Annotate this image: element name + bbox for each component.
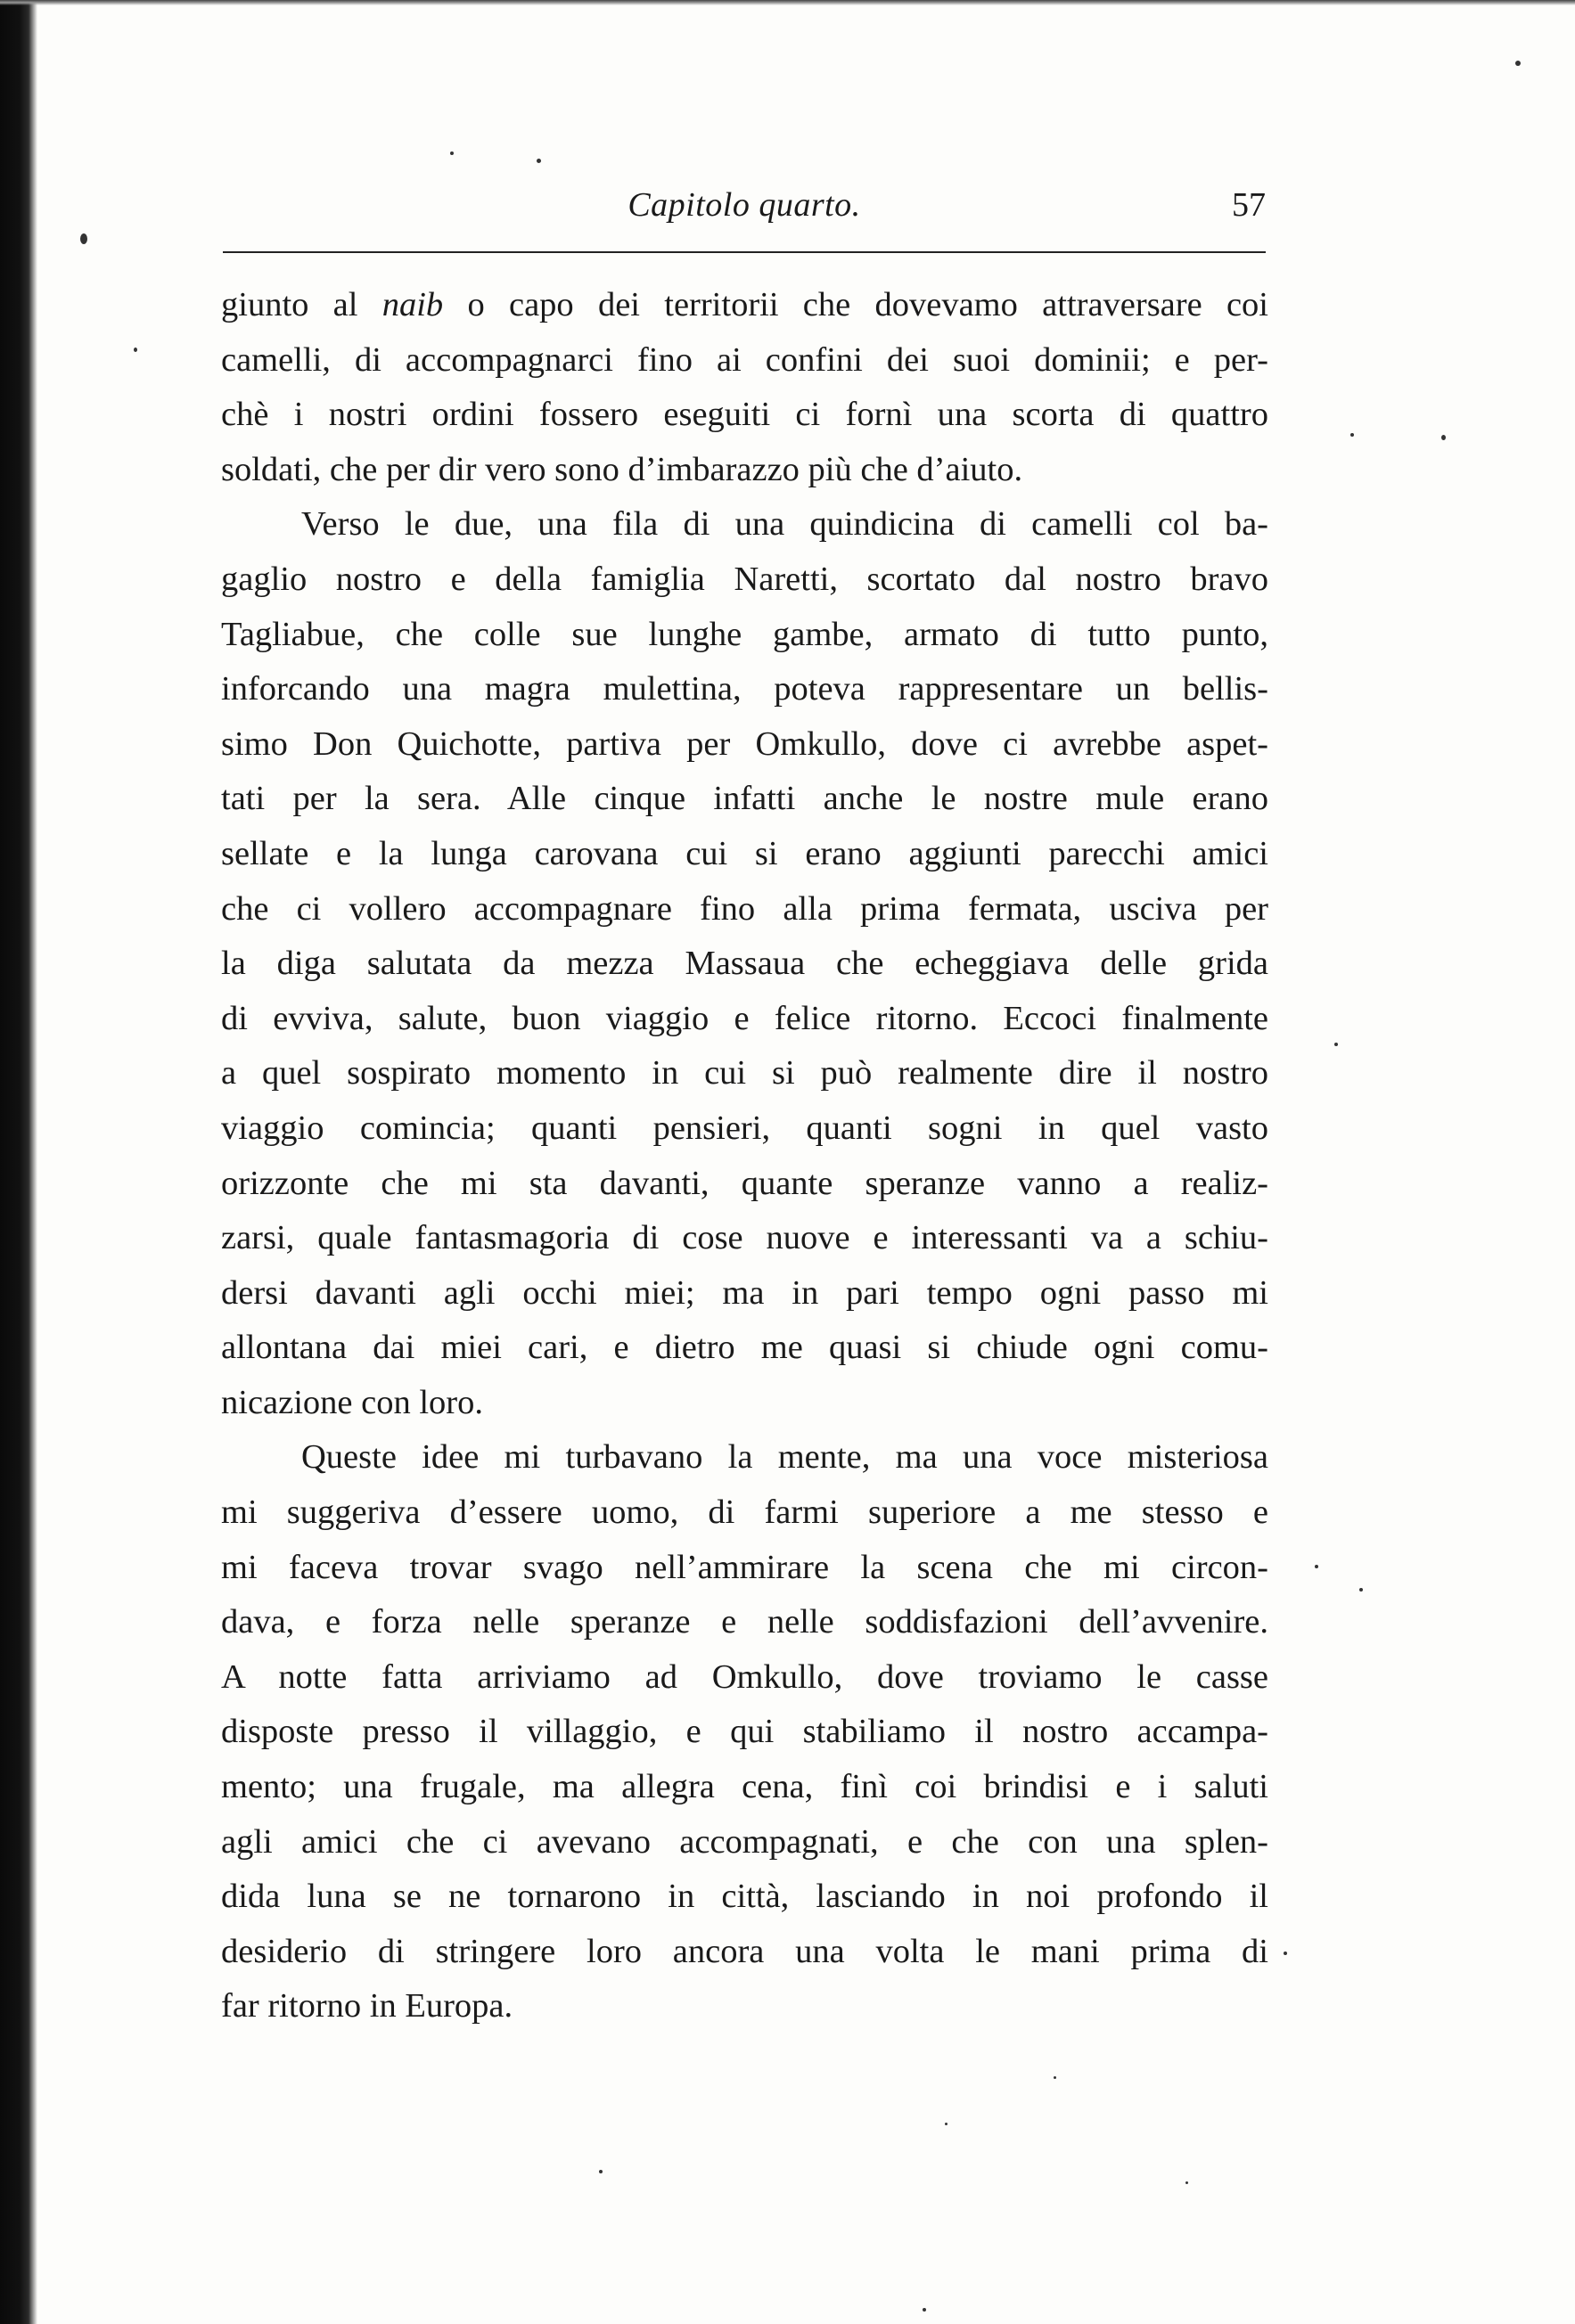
text-line — [221, 1979, 1268, 2034]
text-line — [221, 882, 1268, 937]
text-run: che ci vollero accompagnare fino alla prima fermata, usciva per — [221, 889, 1268, 928]
page-number: 57 — [1232, 186, 1266, 224]
text-run: soldati, che per dir vero sono d’imbarazzo più che d’aiuto. — [221, 450, 1023, 488]
scan-speck — [1185, 2181, 1188, 2184]
paragraph — [221, 497, 1268, 1430]
text-line — [221, 1541, 1268, 1596]
text-run: camelli, di accompagnarci fino ai confini dei suoi dominii; e per- — [221, 340, 1268, 379]
text-line — [221, 1705, 1268, 1760]
scan-speck — [134, 348, 137, 352]
text-line — [221, 1650, 1268, 1706]
text-line — [221, 1046, 1268, 1101]
text-run: mi faceva trovar svago nell’ammirare la scena che mi circon- — [221, 1548, 1268, 1586]
text-run: A notte fatta arriviamo ad Omkullo, dove troviamo le casse — [221, 1657, 1268, 1696]
text-run: dida luna se ne tornarono in città, lasciando in noi profondo il — [221, 1878, 1268, 1916]
body-text — [221, 278, 1268, 2034]
text-line — [221, 827, 1268, 882]
italic-term: naib — [381, 286, 444, 323]
text-run: chè i nostri ordini fossero eseguiti ci fornì una scorta di quattro — [221, 396, 1268, 434]
text-line — [221, 333, 1268, 389]
paragraph — [221, 1430, 1268, 2034]
text-run: mento; una frugale, ma allegra cena, finì coi brindisi e i saluti — [221, 1768, 1268, 1806]
text-line — [221, 1485, 1268, 1541]
text-line — [221, 497, 1268, 552]
text-run: desiderio di stringere loro ancora una volta le mani prima di — [221, 1932, 1268, 1970]
text-run: viaggio comincia; quanti pensieri, quanti sogni in quel vasto — [221, 1109, 1268, 1147]
text-run: allontana dai miei cari, e dietro me quasi si chiude ogni comu- — [221, 1329, 1268, 1367]
text-run: tati per la sera. Alle cinque infatti anche le nostre mule erano — [221, 780, 1268, 818]
binding-shadow — [0, 0, 37, 2324]
text-line — [221, 1430, 1268, 1485]
text-line — [221, 1101, 1268, 1157]
text-run: Queste idee mi turbavano la mente, ma una voce misteriosa — [301, 1438, 1268, 1477]
text-line — [221, 992, 1268, 1047]
text-line — [221, 1321, 1268, 1376]
scan-speck — [599, 2170, 603, 2173]
text-line — [221, 1266, 1268, 1322]
scan-speck — [1284, 1952, 1287, 1955]
text-line — [221, 772, 1268, 827]
text-run: di evviva, salute, buon viaggio e felice ritorno. Eccoci finalmente — [221, 999, 1268, 1037]
scan-speck — [1359, 1588, 1363, 1592]
text-line — [221, 1211, 1268, 1266]
text-run: agli amici che ci avevano accompagnati, e che con una splen- — [221, 1822, 1268, 1861]
text-run: gaglio nostro e della famiglia Naretti, scortato dal nostro bravo — [221, 560, 1268, 598]
text-run: o capo dei territorii che dovevamo attraversare coi — [443, 286, 1268, 323]
text-run: inforcando una magra mulettina, poteva rappresentare un bellis- — [221, 670, 1268, 708]
text-run: simo Don Quichotte, partiva per Omkullo, dove ci avrebbe aspet- — [221, 724, 1268, 763]
header-rule — [223, 251, 1266, 253]
text-line — [221, 608, 1268, 663]
text-run: giunto al — [221, 286, 382, 323]
chapter-title: Capitolo quarto. — [628, 186, 861, 224]
scan-speck — [1350, 433, 1354, 437]
text-run: a quel sospirato momento in cui si può realmente dire il nostro — [221, 1054, 1268, 1092]
scan-speck — [1334, 1043, 1338, 1046]
text-run: la diga salutata da mezza Massaua che echeggiava delle grida — [221, 945, 1268, 983]
page-top-edge — [0, 0, 1575, 5]
text-run: Tagliabue, che colle sue lunghe gambe, armato di tutto punto, — [221, 615, 1268, 653]
text-run: dersi davanti agli occhi miei; ma in pari tempo ogni passo mi — [221, 1273, 1268, 1312]
scan-speck — [1441, 435, 1446, 440]
scan-speck — [1315, 1565, 1318, 1568]
text-run: Verso le due, una fila di una quindicina di camelli col ba- — [301, 505, 1268, 544]
text-line — [221, 1595, 1268, 1650]
text-run: disposte presso il villaggio, e qui stabiliamo il nostro accampa- — [221, 1713, 1268, 1751]
text-line — [221, 717, 1268, 773]
text-line — [221, 1815, 1268, 1870]
text-line — [221, 662, 1268, 717]
text-line — [221, 552, 1268, 608]
text-run: orizzonte che mi sta davanti, quante speranze vanno a realiz- — [221, 1164, 1268, 1202]
text-line — [221, 1157, 1268, 1212]
scan-speck — [1515, 61, 1521, 66]
scan-speck — [923, 2308, 926, 2312]
paragraph — [221, 278, 1268, 497]
scan-speck — [537, 159, 541, 163]
text-run: zarsi, quale fantasmagoria di cose nuove e interessanti va a schiu- — [221, 1219, 1268, 1257]
text-run: dava, e forza nelle speranze e nelle soddisfazioni dell’avvenire. — [221, 1603, 1268, 1641]
text-line — [221, 1760, 1268, 1815]
text-line — [221, 278, 1268, 333]
text-line — [221, 1376, 1268, 1431]
scan-speck — [945, 2123, 947, 2125]
text-line — [221, 937, 1268, 992]
text-run: far ritorno in Europa. — [221, 1987, 513, 2025]
scan-speck — [450, 151, 454, 155]
text-line — [221, 1925, 1268, 1980]
text-run: mi suggeriva d’essere uomo, di farmi superiore a me stesso e — [221, 1493, 1268, 1532]
text-line — [221, 1870, 1268, 1925]
running-head — [223, 185, 1266, 239]
text-run: nicazione con loro. — [221, 1383, 483, 1421]
text-run: sellate e la lunga carovana cui si erano aggiunti parecchi amici — [221, 834, 1268, 872]
scan-speck — [1054, 2076, 1056, 2079]
text-line — [221, 388, 1268, 443]
text-line — [221, 443, 1268, 498]
scan-speck — [80, 233, 87, 244]
